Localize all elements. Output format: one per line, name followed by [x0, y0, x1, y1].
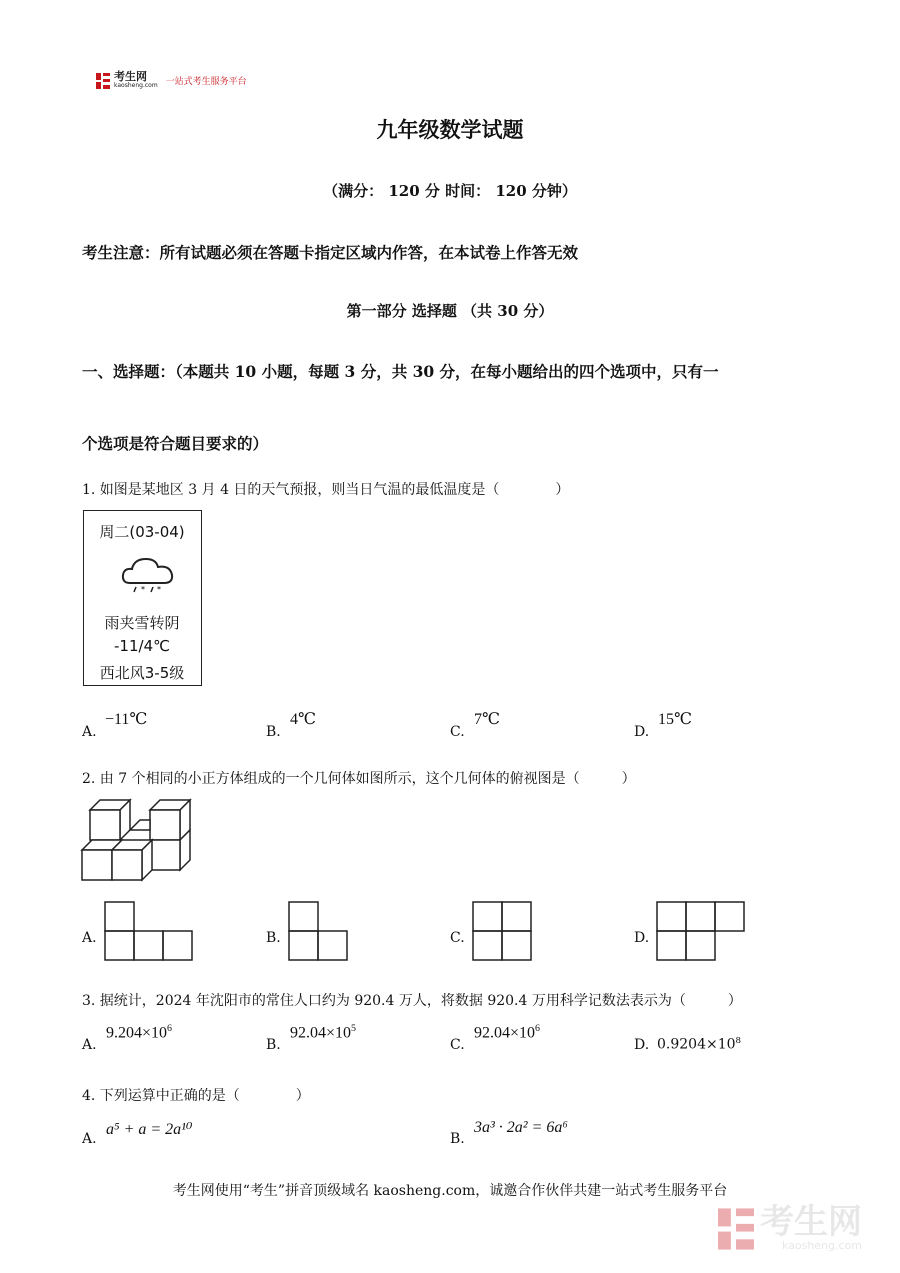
q2-option-c-letter: C. — [450, 930, 465, 946]
weather-condition: 雨夹雪转阴 — [104, 614, 180, 632]
weather-date: 周二(03-04) — [99, 523, 185, 541]
score-line: （满分： 120 分 时间： 120 分钟） — [323, 182, 577, 200]
q1-option-c-letter: C. — [450, 724, 465, 740]
q1-option-c-value: 7℃ — [474, 711, 500, 728]
section-instructions-line2: 个选项是符合题目要求的） — [82, 434, 269, 453]
cube-stack-figure — [80, 798, 192, 882]
q2-option-b-letter: B. — [266, 930, 281, 946]
question-2-text: 2. 由 7 个相同的小正方体组成的一个几何体如图所示，这个几何体的俯视图是（ ） — [82, 771, 636, 787]
logo-slogan: 一站式考生服务平台 — [165, 77, 247, 87]
q3-option-d-letter: D. — [634, 1037, 650, 1053]
q3-option-a-letter: A. — [82, 1037, 97, 1053]
logo-domain: kaosheng.com — [114, 82, 158, 89]
q1-option-a-value: −11℃ — [105, 711, 148, 728]
q3-option-d-value: $0.9204\times 10^8$ — [657, 1036, 742, 1053]
watermark-logo-icon — [718, 1207, 754, 1251]
section-instructions-line1: 一、选择题：（本题共 10 小题，每题 3 分，共 30 分，在每小题给出的四个选项中，只有一 — [82, 362, 719, 381]
q2-option-b-figure — [288, 901, 350, 961]
q1-option-d-value: 15℃ — [658, 711, 692, 728]
logo-name: 考生网 — [114, 70, 147, 83]
q4-option-b-expr: 3a³ · 2a² = 6a⁶ — [474, 1119, 568, 1136]
q3-option-a-value: $9.204\times 10^6$ — [106, 1023, 172, 1042]
weather-forecast-card — [83, 510, 202, 686]
question-4-text: 4. 下列运算中正确的是（ ） — [82, 1088, 310, 1104]
weather-temperature: -11/4℃ — [114, 637, 170, 655]
logo-icon — [96, 73, 110, 89]
question-3-text: 3. 据统计，2024 年沈阳市的常住人口约为 920.4 万人，将数据 920.4 万用科学记数法表示为（ ） — [82, 993, 742, 1009]
weather-wind: 西北风3-5级 — [99, 664, 185, 682]
watermark-name: 考生网 — [760, 1202, 862, 1242]
footer-text: 考生网使用“考生”拼音顶级域名 kaosheng.com，诚邀合作伙伴共建一站式考生服务平台 — [172, 1183, 728, 1199]
q2-option-d-letter: D. — [634, 930, 650, 946]
svg-text:*: * — [157, 585, 161, 594]
q3-option-c-value: $92.04\times 10^6$ — [474, 1023, 540, 1042]
q1-option-b-value: 4℃ — [290, 711, 316, 728]
q2-option-c-figure — [472, 901, 534, 961]
q3-option-c-letter: C. — [450, 1037, 465, 1053]
svg-text:*: * — [141, 585, 145, 594]
q3-option-b-letter: B. — [266, 1037, 281, 1053]
q2-option-a-figure — [104, 901, 194, 961]
part-title: 第一部分 选择题 （共 30 分） — [346, 302, 554, 320]
page-title: 九年级数学试题 — [376, 117, 524, 142]
q2-option-d-figure — [656, 901, 748, 961]
question-1-text: 1. 如图是某地区 3 月 4 日的天气预报，则当日气温的最低温度是（ ） — [82, 482, 570, 498]
notice: 考生注意：所有试题必须在答题卡指定区域内作答，在本试卷上作答无效 — [82, 243, 579, 262]
rain-snow-cloud-icon — [120, 551, 176, 595]
q1-option-b-letter: B. — [266, 724, 281, 740]
watermark-domain: kaosheng.com — [781, 1239, 862, 1252]
q1-option-d-letter: D. — [634, 724, 650, 740]
q2-option-a-letter: A. — [82, 930, 97, 946]
q4-option-b-letter: B. — [450, 1131, 465, 1147]
q3-option-b-value: $92.04\times 10^5$ — [290, 1023, 356, 1042]
brand-logo — [96, 72, 247, 89]
q1-option-a-letter: A. — [82, 724, 97, 740]
q4-option-a-letter: A. — [82, 1131, 97, 1147]
q4-option-a-expr: a⁵ + a = 2a¹⁰ — [106, 1121, 193, 1138]
watermark — [718, 1202, 862, 1252]
